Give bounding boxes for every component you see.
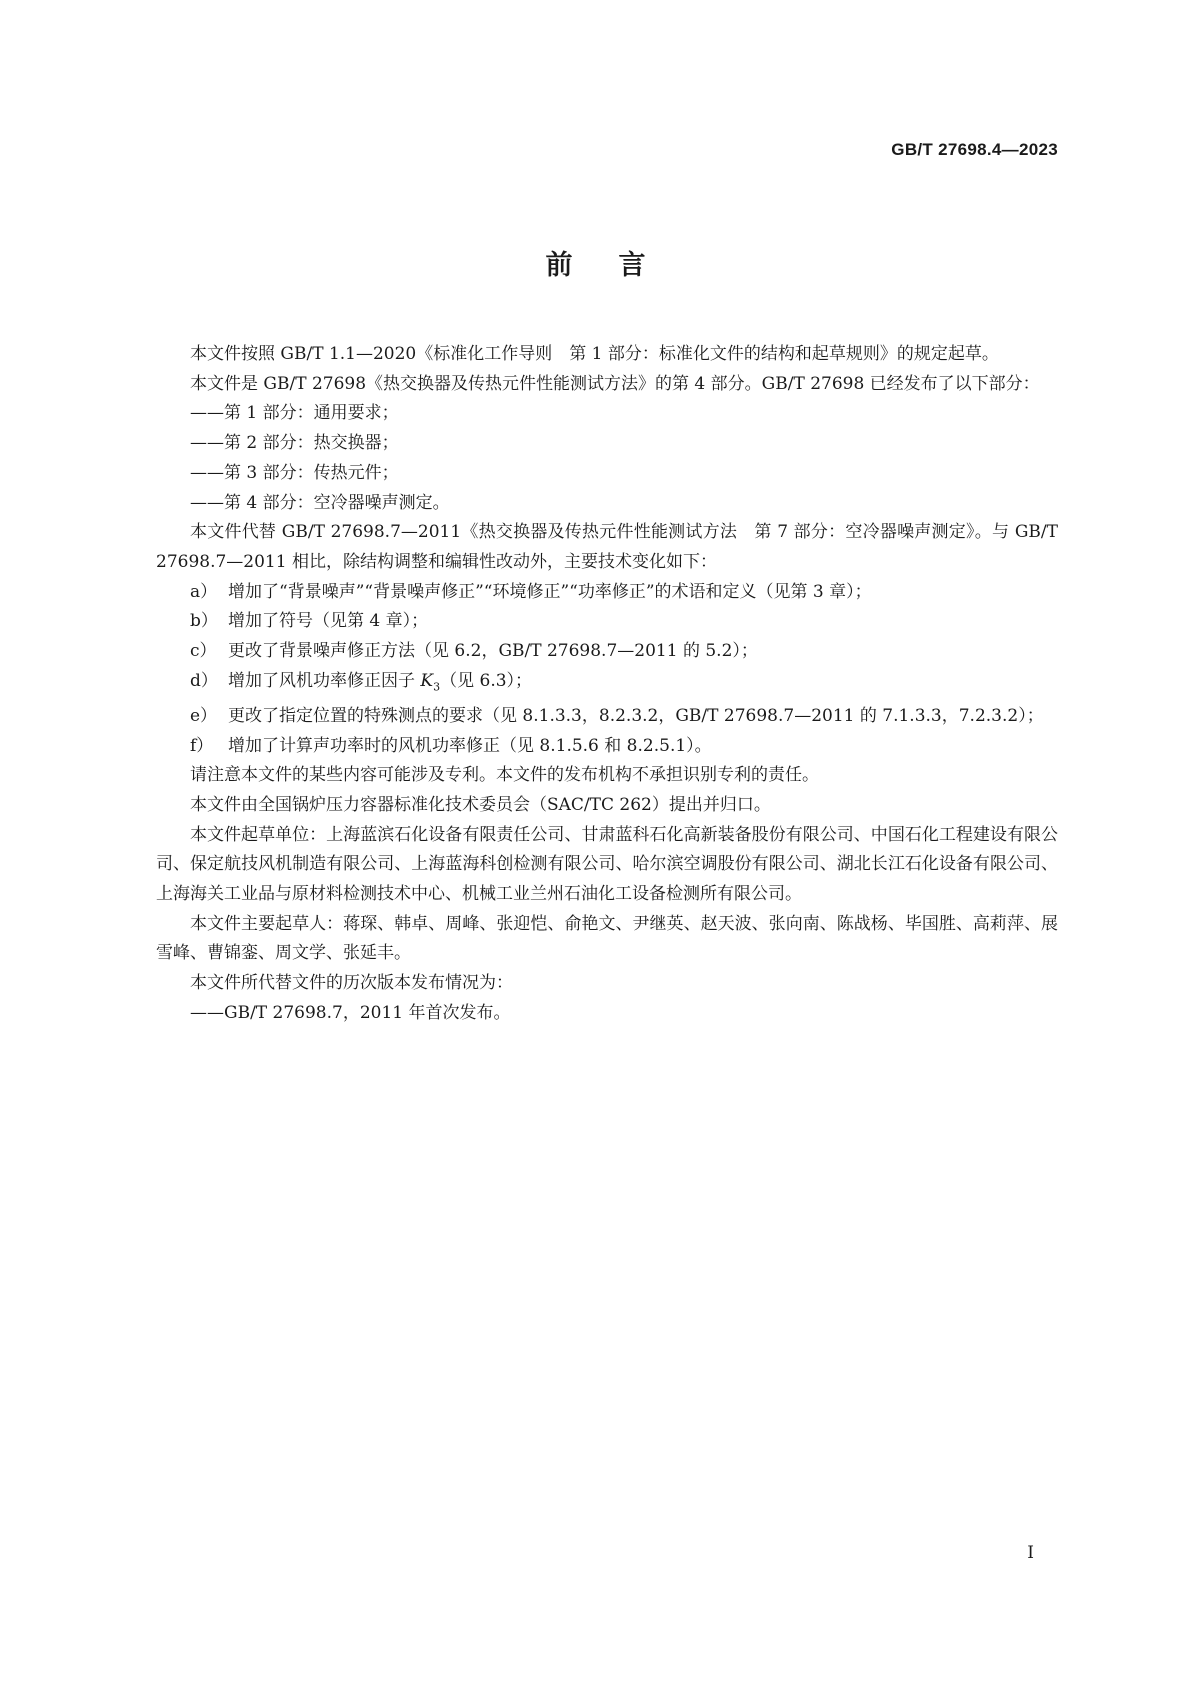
page-title: 前言 bbox=[545, 250, 692, 281]
standard-code: GB/T 27698.4—2023 bbox=[891, 140, 1058, 159]
paragraph-series-intro: 本文件是 GB/T 27698《热交换器及传热元件性能测试方法》的第 4 部分。GB/T 27698 已经发布了以下部分： bbox=[190, 373, 1040, 394]
change-text: 更改了背景噪声修正方法（见 6.2，GB/T 27698.7—2011 的 5.2）； bbox=[228, 641, 758, 662]
list-item-history: ——GB/T 27698.7，2011 年首次发布。 bbox=[190, 1002, 511, 1023]
list-item-part-3: ——第 3 部分：传热元件； bbox=[190, 462, 399, 483]
paragraph-drafters: 本文件主要起草人：蒋琛、韩卓、周峰、张迎恺、俞艳文、尹继英、赵天波、张向南、陈战杨、毕国胜、高莉萍、展雪峰、曹锦銮、周文学、张延丰。 bbox=[156, 913, 1058, 964]
paragraph-replacement: 本文件代替 GB/T 27698.7—2011《热交换器及传热元件性能测试方法 第 7 部分：空冷器噪声测定》。与 GB/T 27698.7—2011 相比，除结构调整和编辑性改动外，主要技术变化如下： bbox=[156, 522, 1058, 572]
change-marker: a） bbox=[190, 581, 218, 602]
change-item-e bbox=[156, 702, 1058, 732]
change-marker: c） bbox=[190, 641, 217, 662]
list-item-part-2: ——第 2 部分：热交换器； bbox=[190, 433, 399, 454]
change-text: 更改了指定位置的特殊测点的要求（见 8.1.3.3，8.2.3.2，GB/T 27698.7—2011 的 7.1.3.3，7.2.3.2）； bbox=[228, 705, 1044, 726]
change-item-a bbox=[156, 578, 1058, 608]
change-text-suffix: （见 6.3）； bbox=[440, 670, 533, 691]
change-text: 增加了风机功率修正因子 bbox=[228, 670, 421, 691]
paragraph-history-intro: 本文件所代替文件的历次版本发布情况为： bbox=[190, 973, 513, 994]
change-marker: e） bbox=[190, 705, 218, 726]
list-item-part-1: ——第 1 部分：通用要求； bbox=[190, 403, 399, 424]
change-item-c bbox=[156, 637, 1058, 667]
symbol-subscript: 3 bbox=[433, 680, 441, 694]
change-text: 增加了符号（见第 4 章）； bbox=[228, 611, 429, 632]
change-text: 增加了“背景噪声”“背景噪声修正”“环境修正”“功率修正”的术语和定义（见第 3 章）； bbox=[228, 581, 872, 602]
change-item-f bbox=[156, 732, 1058, 762]
change-marker: f） bbox=[190, 735, 214, 756]
change-item-b bbox=[156, 607, 1058, 637]
page-number: I bbox=[1027, 1543, 1034, 1563]
change-text: 增加了计算声功率时的风机功率修正（见 8.1.5.6 和 8.2.5.1）。 bbox=[228, 735, 712, 756]
paragraph-patent-notice: 请注意本文件的某些内容可能涉及专利。本文件的发布机构不承担识别专利的责任。 bbox=[190, 765, 819, 786]
change-marker: b） bbox=[190, 611, 218, 632]
list-item-part-4: ——第 4 部分：空冷器噪声测定。 bbox=[190, 492, 450, 513]
symbol-k: K bbox=[420, 670, 434, 691]
paragraph-drafting-rules: 本文件按照 GB/T 1.1—2020《标准化工作导则 第 1 部分：标准化文件的结构和起草规则》的规定起草。 bbox=[190, 344, 999, 364]
change-item-d bbox=[156, 667, 1058, 702]
change-marker: d） bbox=[190, 670, 218, 691]
foreword-body bbox=[156, 340, 1058, 1029]
paragraph-drafting-units: 本文件起草单位：上海蓝滨石化设备有限责任公司、甘肃蓝科石化高新装备股份有限公司、中国石化工程建设有限公司、保定航技风机制造有限公司、上海蓝海科创检测有限公司、哈尔滨空调股份有限公司、湖北长江石化设备有限公司、上海海关工业品与原材料检测技术中心、机械工业兰州石油化工设备检测所有限公司。 bbox=[156, 824, 1058, 905]
paragraph-committee: 本文件由全国锅炉压力容器标准化技术委员会（SAC/TC 262）提出并归口。 bbox=[190, 794, 771, 815]
